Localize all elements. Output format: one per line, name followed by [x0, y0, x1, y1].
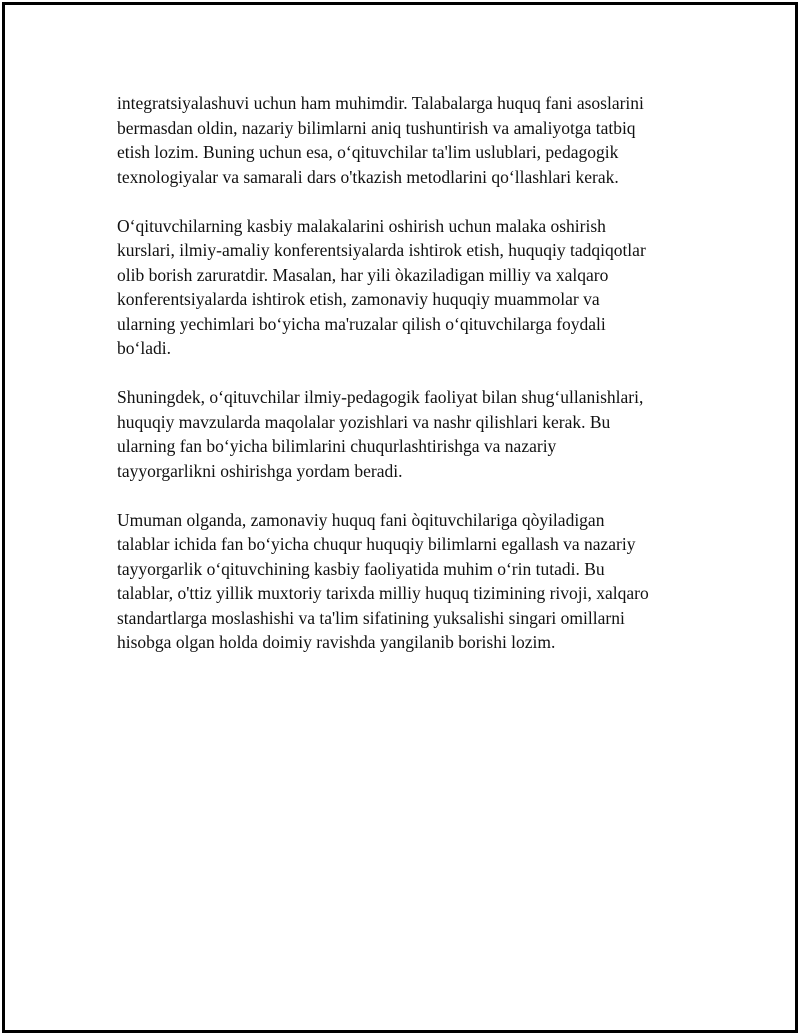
text-line: boʻladi.: [117, 338, 171, 358]
paragraph-4: [117, 508, 717, 655]
text-line: ularning yechimlari boʻyicha ma'ruzalar qilish oʻqituvchilarga foydali: [117, 313, 606, 334]
text-line: bermasdan oldin, nazariy bilimlarni aniq tushuntirish va amaliyotga tatbiq: [117, 117, 636, 138]
text-line: texnologiyalar va samarali dars o'tkazish metodlarini qoʻllashlari kerak.: [117, 166, 619, 187]
text-line: kurslari, ilmiy-amaliy konferentsiyalarda ishtirok etish, huquqiy tadqiqotlar: [117, 240, 646, 260]
text-line: konferentsiyalarda ishtirok etish, zamonaviy huquqiy muammolar va: [117, 289, 600, 309]
text-line: talablar ichida fan boʻyicha chuqur huquqiy bilimlarni egallash va nazariy: [117, 534, 636, 554]
text-line: huquqiy mavzularda maqolalar yozishlari va nashr qilishlari kerak. Bu: [117, 411, 611, 432]
text-line: tayyorgarlikni oshirishga yordam beradi.: [117, 460, 403, 481]
text-line: ularning fan boʻyicha bilimlarini chuqurlashtirishga va nazariy: [117, 436, 557, 456]
text-line: tayyorgarlik oʻqituvchining kasbiy faoliyatida muhim oʻrin tutadi. Bu: [117, 558, 605, 579]
text-line: Umuman olganda, zamonaviy huquq fani òqituvchilariga qòyiladigan: [117, 509, 605, 530]
text-line: etish lozim. Buning uchun esa, oʻqituvchilar ta'lim uslublari, pedagogik: [117, 142, 619, 162]
text-line: hisobga olgan holda doimiy ravishda yangilanib borishi lozim.: [117, 632, 556, 652]
text-line: talablar, o'ttiz yillik muxtoriy tarixda milliy huquq tizimining rivoji, xalqaro: [117, 583, 649, 603]
paragraph-3: [117, 385, 717, 483]
text-line: integratsiyalashuvi uchun ham muhimdir. Talabalarga huquq fani asoslarini: [117, 93, 644, 113]
text-line: standartlarga moslashishi va ta'lim sifatining yuksalishi singari omillarni: [117, 607, 625, 628]
text-line: Oʻqituvchilarning kasbiy malakalarini oshirish uchun malaka oshirish: [117, 215, 606, 236]
text-line: Shuningdek, oʻqituvchilar ilmiy-pedagogik faoliyat bilan shugʻullanishlari,: [117, 387, 644, 407]
paragraph-2: [117, 214, 717, 361]
document-body: [117, 91, 717, 679]
paragraph-1: [117, 91, 717, 189]
text-line: olib borish zaruratdir. Masalan, har yili òkaziladigan milliy va xalqaro: [117, 264, 609, 285]
